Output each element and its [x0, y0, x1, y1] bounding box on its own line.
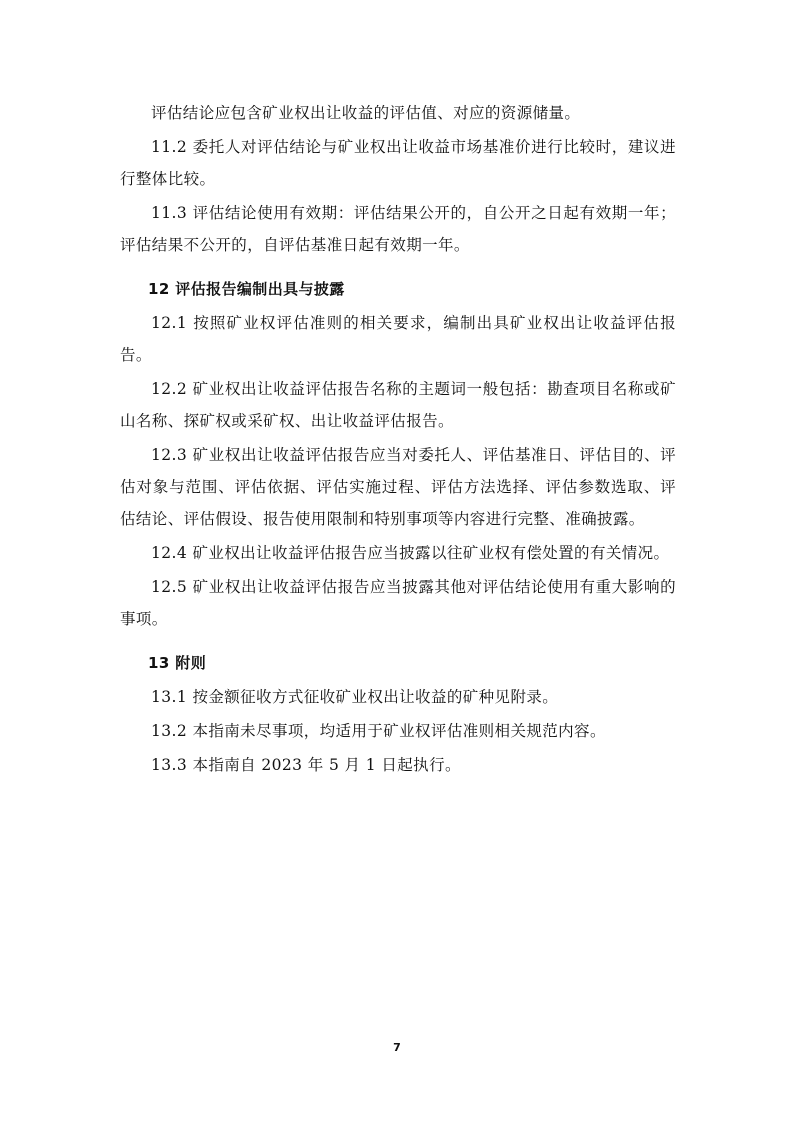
paragraph-11-3: 11.3 评估结论使用有效期：评估结果公开的，自公开之日起有效期一年；评估结果不公开的，自评估基准日起有效期一年。 [120, 204, 676, 254]
paragraph-12-3: 12.3 矿业权出让收益评估报告应当对委托人、评估基准日、评估目的、评估对象与范围、评估依据、评估实施过程、评估方法选择、评估参数选取、评估结论、评估假设、报告使用限制和特别事项等内容进行完整、准确披露。 [120, 446, 676, 528]
paragraph-conclusion-content: 评估结论应包含矿业权出让收益的评估值、对应的资源储量。 [151, 104, 581, 122]
paragraph-11-2: 11.2 委托人对评估结论与矿业权出让收益市场基准价进行比较时，建议进行整体比较。 [120, 138, 676, 188]
paragraph-13-3: 13.3 本指南自 2023 年 5 月 1 日起执行。 [151, 756, 461, 774]
page-number: 7 [393, 1041, 401, 1054]
section-heading-13: 13 附则 [148, 654, 207, 672]
paragraph-12-1: 12.1 按照矿业权评估准则的相关要求，编制出具矿业权出让收益评估报告。 [120, 314, 676, 364]
paragraph-12-4: 12.4 矿业权出让收益评估报告应当披露以往矿业权有偿处置的有关情况。 [151, 544, 670, 562]
section-heading-12: 12 评估报告编制出具与披露 [148, 280, 345, 298]
paragraph-12-2: 12.2 矿业权出让收益评估报告名称的主题词一般包括：勘查项目名称或矿山名称、探矿权或采矿权、出让收益评估报告。 [120, 380, 676, 430]
paragraph-13-2: 13.2 本指南未尽事项，均适用于矿业权评估准则相关规范内容。 [151, 722, 606, 740]
paragraph-12-5: 12.5 矿业权出让收益评估报告应当披露其他对评估结论使用有重大影响的事项。 [120, 578, 676, 628]
paragraph-13-1: 13.1 按金额征收方式征收矿业权出让收益的矿种见附录。 [151, 688, 559, 706]
document-body [120, 97, 676, 783]
